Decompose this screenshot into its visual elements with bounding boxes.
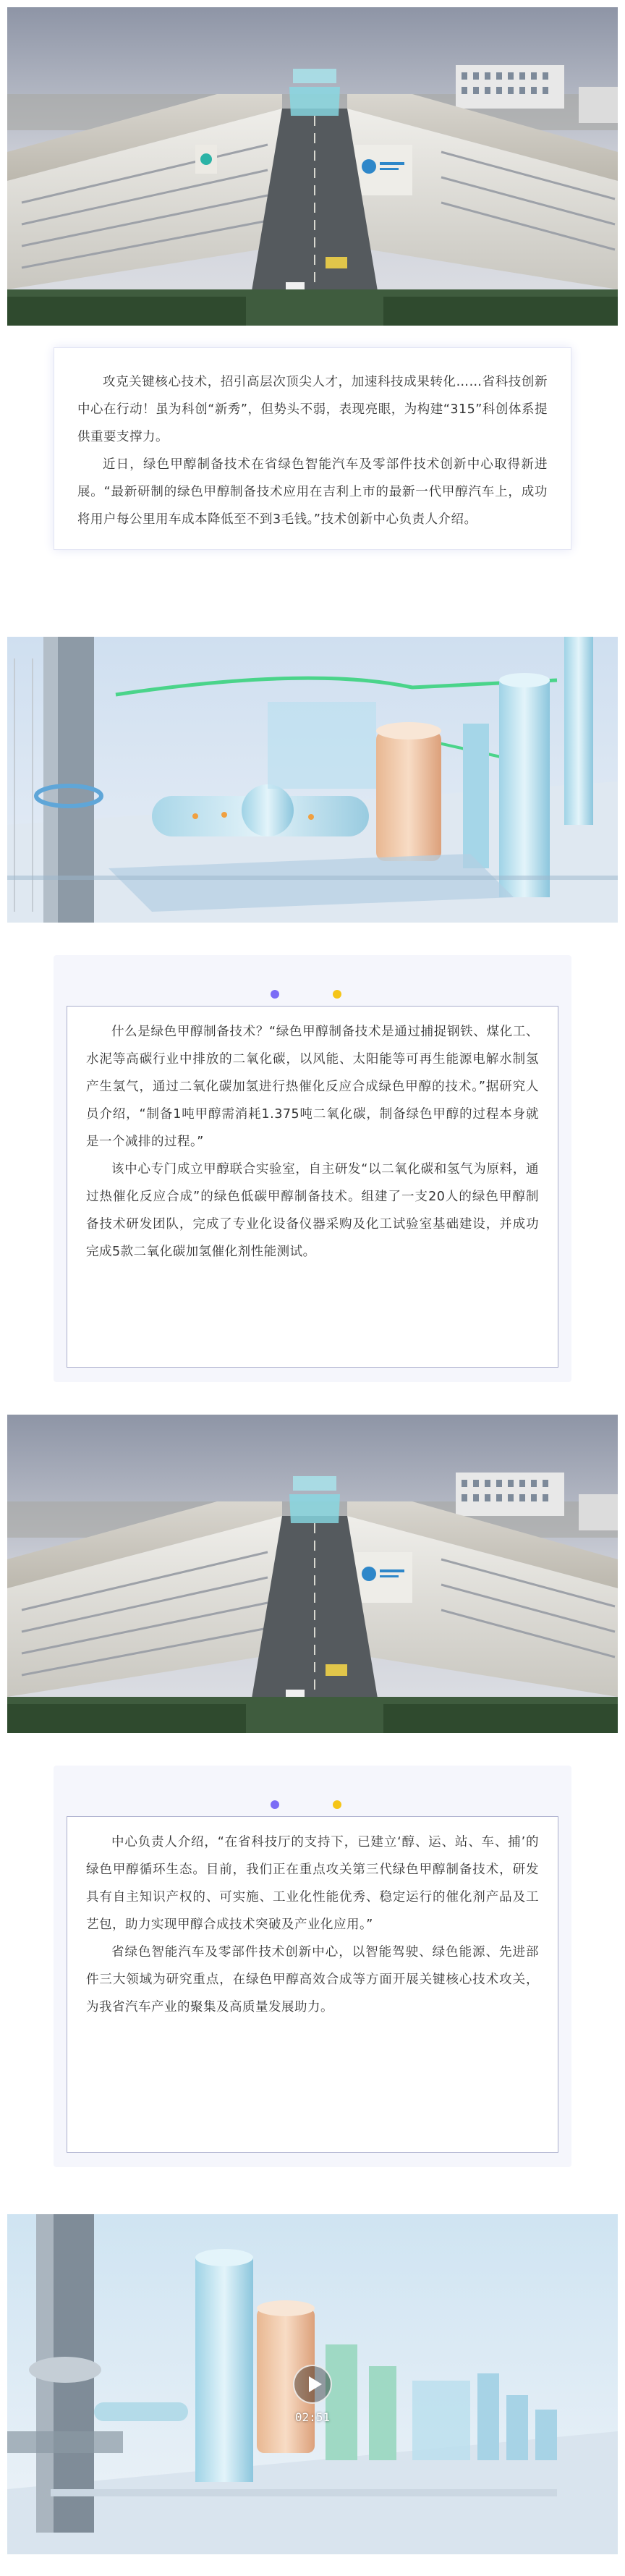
card-frame: [67, 1816, 558, 2153]
ecosystem-card: [54, 1766, 571, 2167]
decorative-dots: [54, 1800, 571, 1812]
card-frame: [67, 1006, 558, 1368]
intro-card: [54, 347, 571, 550]
paragraph: 攻克关键核心技术，招引高层次顶尖人才，加速科技成果转化……省科技创新中心在行动！虽为科创“新秀”，但势头不弱，表现亮眼，为构建“315”科创体系提供重要支撑力。: [77, 375, 548, 444]
paragraph: 该中心专门成立甲醇联合实验室，自主研发“以二氧化碳和氢气为原料，通过热催化反应合成”的绿色低碳甲醇制备技术。组建了一支20人的绿色甲醇制备技术研发团队，完成了专业化设备仪器采购及化工试验室基础建设，并成功完成5款二氧化碳加氢催化剂性能测试。: [86, 1162, 539, 1259]
video-duration: 02:51: [294, 2410, 331, 2424]
methanol-plant-image: [7, 637, 618, 923]
video-player[interactable]: [7, 2214, 618, 2554]
paragraph: 省绿色智能汽车及零部件技术创新中心，以智能驾驶、绿色能源、先进部件三大领域为研究重点，在绿色甲醇高效合成等方面开展关键核心技术攻关，为我省汽车产业的聚集及高质量发展助力。: [86, 1945, 539, 2014]
decorative-dots: [54, 990, 571, 1001]
campus-illustration: [7, 1415, 618, 1733]
play-icon: [309, 2376, 322, 2392]
paragraph: 中心负责人介绍，“在省科技厅的支持下，已建立‘醇、运、站、车、捕’的绿色甲醇循环生态。目前，我们正在重点攻关第三代绿色甲醇制备技术，研发具有自主知识产权的、可实施、工业化性能优秀、稳定运行的催化剂产品及工艺包，助力实现甲醇合成技术突破及产业化应用。”: [86, 1835, 539, 1932]
yellow-dot-icon: [333, 990, 341, 999]
technology-card: [54, 955, 571, 1382]
play-button[interactable]: [293, 2365, 332, 2404]
campus-aerial-image-2: [7, 1415, 618, 1733]
plant-illustration: [7, 637, 618, 923]
campus-aerial-image: [7, 7, 618, 326]
purple-dot-icon: [271, 1800, 279, 1809]
paragraph: 近日，绿色甲醇制备技术在省绿色智能汽车及零部件技术创新中心取得新进展。“最新研制的绿色甲醇制备技术应用在吉利上市的最新一代甲醇汽车上，成功将用户每公里用车成本降低至不到3毛钱。”技术创新中心负责人介绍。: [77, 457, 548, 527]
yellow-dot-icon: [333, 1800, 341, 1809]
purple-dot-icon: [271, 990, 279, 999]
paragraph: 什么是绿色甲醇制备技术？“绿色甲醇制备技术是通过捕捉钢铁、煤化工、水泥等高碳行业中排放的二氧化碳，以风能、太阳能等可再生能源电解水制氢产生氢气，通过二氧化碳加氢进行热催化反应合成绿色甲醇的技术。”据研究人员介绍，“制备1吨甲醇需消耗1.375吨二氧化碳，制备绿色甲醇的过程本身就是一个减排的过程。”: [86, 1025, 539, 1149]
campus-illustration: [7, 7, 618, 326]
